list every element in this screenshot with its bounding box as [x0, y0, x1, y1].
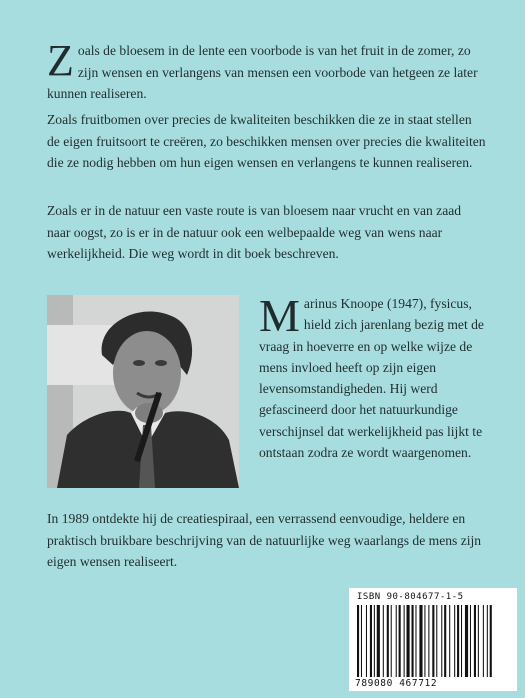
creation-spiral-paragraph: In 1989 ontdekte hij de creatiespiraal, een verrassend eenvoudige, heldere en praktisch bruikbare beschrijving van de natuurlijke weg waarlangs de mens zijn eigen wensen realiseert.: [47, 511, 482, 569]
author-bio: [259, 290, 491, 463]
nature-route-paragraph: Zoals er in de natuur een vaste route is van bloesem naar vrucht en van zaad naar oogst, zo is er in de natuur ook een welbepaalde weg van wens naar werkelijkheid. Die weg wordt in dit boek beschreven.: [47, 203, 462, 261]
isbn-barcode: [349, 588, 517, 691]
intro-paragraph-text: oals de bloesem in de lente een voorbode is van het fruit in de zomer, zo zijn wensen en verlangens van mensen een voorbode van hetgeen ze later kunnen realiseren.: [47, 43, 478, 101]
author-bio-text: arinus Knoope (1947), fysicus, hield zich jarenlang bezig met de vraag in hoeverre en op welke wijze de mens invloed heeft op zijn eigen levensomstandigheden. Hij werd gefascineerd door het natuurkundige verschijnsel dat werkelijkheid pas lijkt te ontstaan zodra ze wordt waargenomen.: [259, 296, 484, 461]
drop-cap-m: M: [259, 290, 300, 341]
barcode-bars: [355, 605, 511, 679]
author-photo: [47, 295, 239, 488]
isbn-label: ISBN 90-804677-1-5: [357, 592, 464, 602]
intro-paragraph: [47, 36, 487, 105]
barcode-digits: 789080 467712: [355, 678, 438, 689]
fruit-trees-paragraph: Zoals fruitbomen over precies de kwaliteiten beschikken die ze in staat stellen de eigen fruitsoort te creëren, zo beschikken mensen over precies die kwaliteiten die ze nodig hebben om hun eigen wensen en verlangens te kunnen realiseren.: [47, 112, 486, 170]
drop-cap-z: Z: [47, 36, 74, 85]
